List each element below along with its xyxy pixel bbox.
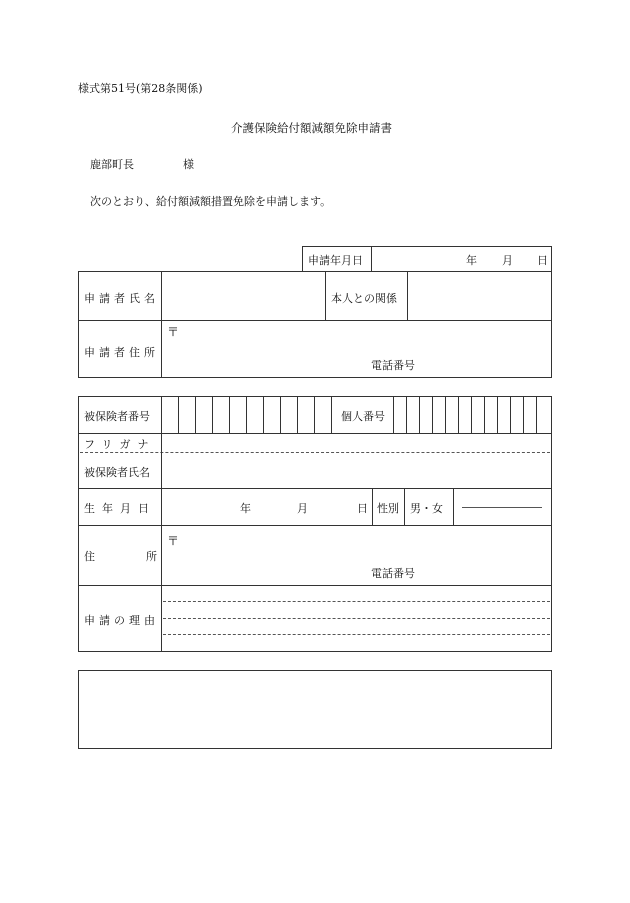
application-date-day: 日 [537,254,548,267]
application-date-year: 年 [466,254,477,267]
sex-label: 性別 [377,502,399,515]
personal-number-field[interactable] [395,398,550,431]
application-date-label: 申請年月日 [308,254,363,267]
insured-phone-field[interactable] [422,561,547,581]
insured-postal-mark: 〒 [167,534,180,548]
insured-number-field[interactable] [163,398,329,431]
form-number: 様式第51号(第28条関係) [78,82,203,95]
furigana-field[interactable] [163,435,548,451]
application-date-year-field[interactable] [380,249,475,269]
applicant-relation-field[interactable] [410,273,550,319]
birthdate-field[interactable] [170,491,365,522]
remarks-box[interactable] [78,670,552,749]
birth-month: 月 [297,502,308,515]
applicant-address-field[interactable] [182,323,542,353]
application-date-month-field[interactable] [486,249,501,269]
applicant-address-label: 申請者住所 [84,346,159,359]
application-date-day-field[interactable] [520,249,535,269]
insured-number-label: 被保険者番号 [84,410,150,423]
addressee-honorific: 様 [183,158,194,171]
reason-label: 申請の理由 [84,614,159,627]
insured-address-label-2: 所 [146,550,157,563]
applicant-phone-label: 電話番号 [371,359,415,372]
insured-name-field[interactable] [163,455,548,486]
applicant-name-field[interactable] [163,273,323,319]
insured-name-label: 被保険者氏名 [84,466,150,479]
page-title: 介護保険給付額減額免除申請書 [231,121,392,135]
applicant-relation-label: 本人との関係 [331,292,397,305]
insured-address-label-1: 住 [84,550,95,563]
birth-year: 年 [240,502,251,515]
application-statement: 次のとおり、給付額減額措置免除を申請します。 [90,195,332,208]
insured-address-field[interactable] [182,529,542,559]
applicant-name-label: 申請者氏名 [84,292,159,305]
sex-options[interactable]: 男・女 [410,502,443,515]
addressee-name: 鹿部町長 [90,158,134,171]
application-date-month: 月 [502,254,513,267]
birth-day: 日 [357,502,368,515]
reason-field[interactable] [163,587,548,650]
furigana-label: フリガナ [84,438,156,451]
birthdate-label: 生年月日 [84,502,156,515]
insured-phone-label: 電話番号 [371,567,415,580]
personal-number-label: 個人番号 [341,410,385,423]
applicant-phone-field[interactable] [422,354,547,374]
applicant-postal-mark: 〒 [167,325,180,339]
